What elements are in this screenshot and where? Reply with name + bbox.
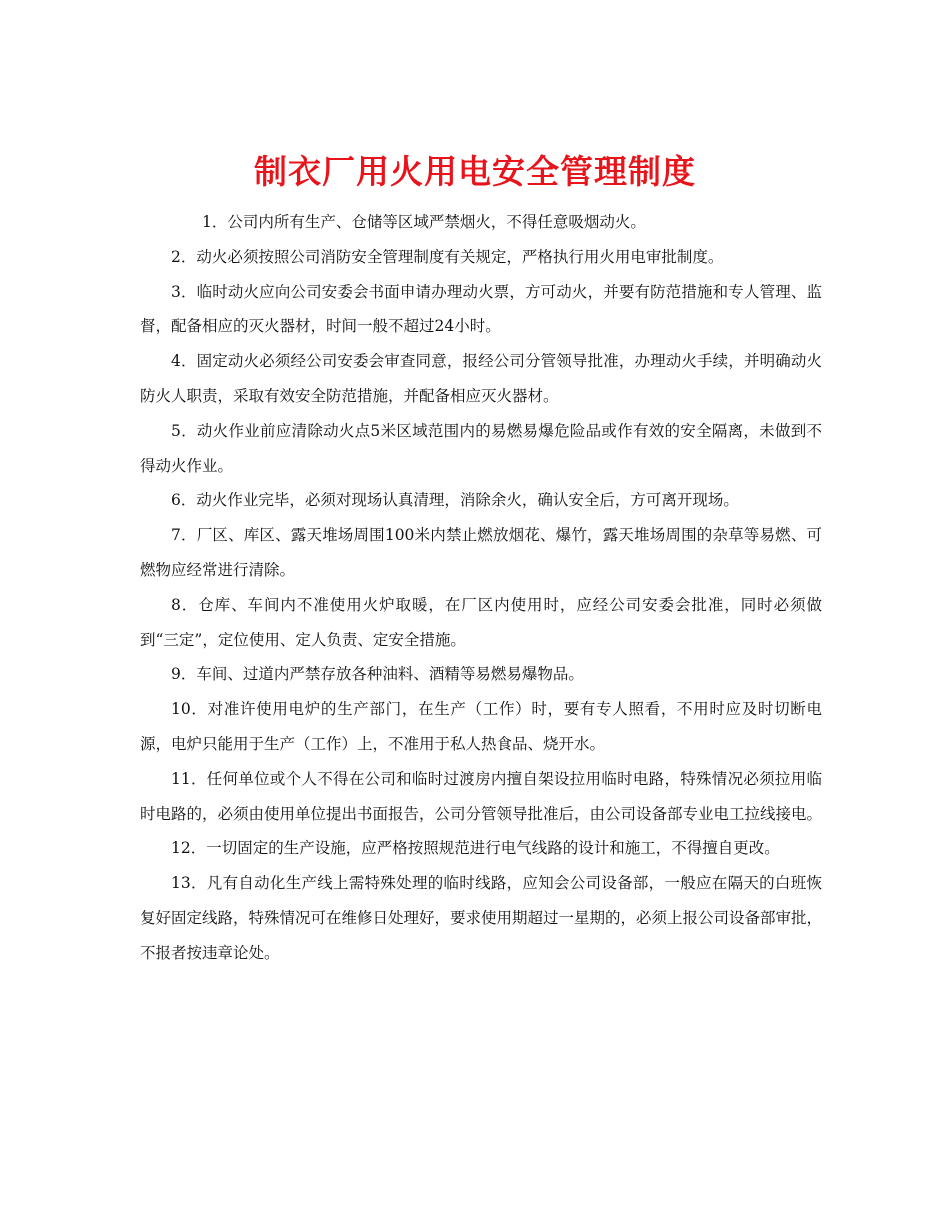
rule-paragraph-3: 3．临时动火应向公司安委会书面申请办理动火票，方可动火，并要有防范措施和专人管理、监督，配备相应的灭火器材，时间一般不超过24小时。 — [140, 282, 822, 336]
rule-paragraph-9: 9．车间、过道内严禁存放各种油料、酒精等易燃易爆物品。 — [171, 665, 584, 684]
rule-paragraph-11: 11．任何单位或个人不得在公司和临时过渡房内擅自架设拉用临时电路，特殊情况必须拉用临时电路的，必须由使用单位提出书面报告，公司分管领导批准后，由公司设备部专业电工拉线接电。 — [140, 769, 823, 823]
rule-paragraph-4: 4．固定动火必须经公司安委会审查同意，报经公司分管领导批准，办理动火手续，并明确动火防火人职责，采取有效安全防范措施，并配备相应灭火器材。 — [140, 352, 822, 405]
rule-paragraph-10: 10．对准许使用电炉的生产部门，在生产（工作）时，要有专人照看，不用时应及时切断电源，电炉只能用于生产（工作）上，不准用于私人热食品、烧开水。 — [140, 700, 822, 753]
rule-paragraph-2: 2．动火必须按照公司消防安全管理制度有关规定，严格执行用火用电审批制度。 — [171, 247, 724, 266]
rule-paragraph-12: 12．一切固定的生产设施，应严格按照规范进行电气线路的设计和施工，不得擅自更改。 — [171, 839, 780, 858]
rule-paragraph-1: 1．公司内所有生产、仓储等区域严禁烟火，不得任意吸烟动火。 — [202, 213, 646, 231]
rule-paragraph-6: 6．动火作业完毕，必须对现场认真清理，消除余火，确认安全后，方可离开现场。 — [171, 491, 739, 510]
document-title: 制衣厂用火用电安全管理制度 — [254, 152, 696, 192]
rule-paragraph-8: 8．仓库、车间内不准使用火炉取暖，在厂区内使用时，应经公司安委会批准，同时必须做到“三定”，定位使用、定人负责、定安全措施。 — [140, 595, 822, 649]
rule-paragraph-7: 7．厂区、库区、露天堆场周围100米内禁止燃放烟花、爆竹，露天堆场周围的杂草等易燃、可燃物应经常进行清除。 — [140, 526, 822, 579]
rule-paragraph-13: 13．凡有自动化生产线上需特殊处理的临时线路，应知会公司设备部，一般应在隔天的白班恢复好固定线路，特殊情况可在维修日处理好，要求使用期超过一星期的，必须上报公司设备部审批，不报者按违章论处。 — [140, 874, 823, 962]
rule-paragraph-5: 5．动火作业前应清除动火点5米区域范围内的易燃易爆危险品或作有效的安全隔离，未做到不得动火作业。 — [140, 421, 822, 475]
document-body — [140, 205, 822, 971]
